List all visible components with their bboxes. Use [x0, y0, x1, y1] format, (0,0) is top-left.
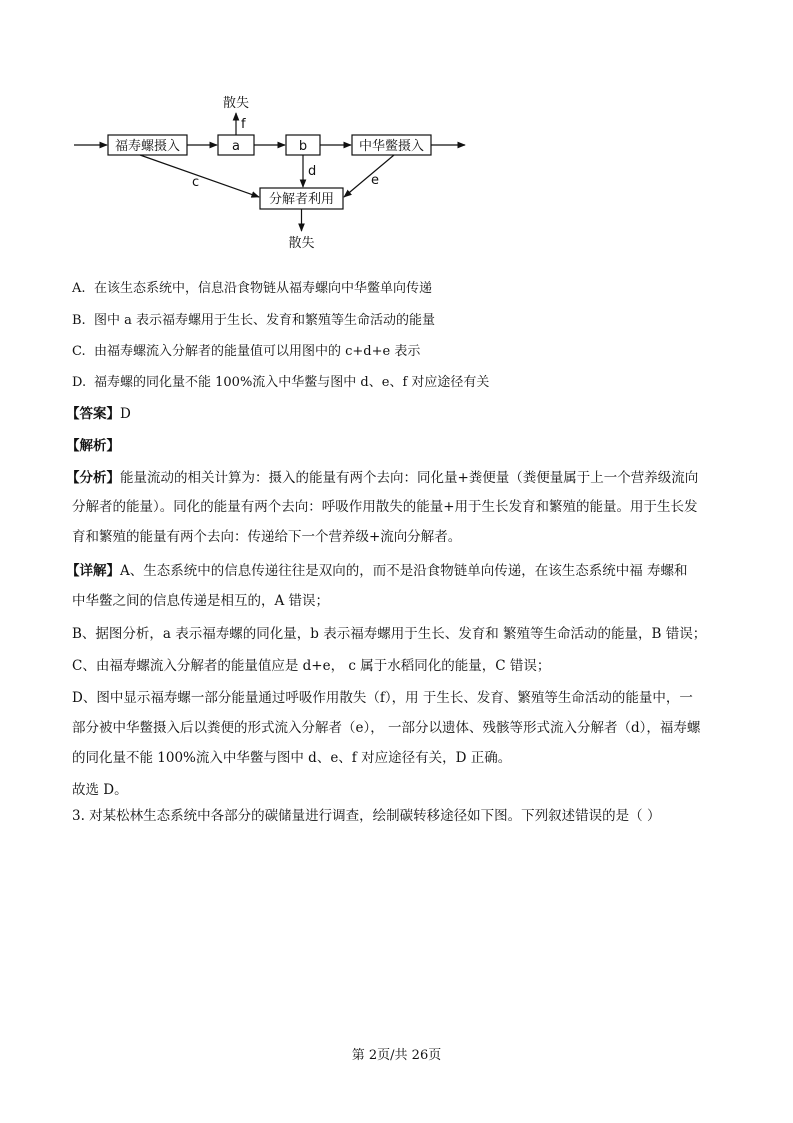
- conclusion-line: 故选 D。: [72, 782, 128, 798]
- edge-e-label: e: [371, 173, 379, 188]
- fenxi-text-1: 能量流动的相关计算为：摄入的能量有两个去向：同化量+粪便量（粪便量属于上一个营养级流向: [120, 470, 699, 486]
- next-question-line: 3. 对某松林生态系统中各部分的碳储量进行调查，绘制碳转移途径如下图。下列叙述错误的是（ ）: [72, 808, 661, 824]
- xiangjie-line-4: C、由福寿螺流入分解者的能量值应是 d+e， c 属于水稻同化的能量，C 错误；: [72, 658, 551, 674]
- xiangjie-text-1: A、生态系统中的信息传递往往是双向的，而不是沿食物链单向传递，在该生态系统中福 寿螺和: [120, 563, 688, 579]
- node-zhonghua-label: 中华鳖摄入: [358, 139, 425, 154]
- edge-d-label: d: [308, 164, 317, 179]
- option-a: [72, 279, 432, 299]
- option-b-text: 图中 a 表示福寿螺用于生长、发育和繁殖等生命活动的能量: [94, 313, 436, 328]
- xiangjie-line-3: B、据图分析，a 表示福寿螺的同化量，b 表示福寿螺用于生长、发育和 繁殖等生命活动的能量，B 错误；: [72, 626, 707, 642]
- answer-line: [66, 404, 131, 424]
- node-a-label: a: [232, 139, 240, 154]
- option-a-key: A.: [72, 281, 86, 296]
- xiangjie-line-5: D、图中显示福寿螺一部分能量通过呼吸作用散失（f），用 于生长、发育、繁殖等生命活动的能量中，一: [72, 690, 693, 706]
- option-c-text: 由福寿螺流入分解者的能量值可以用图中的 c+d+e 表示: [94, 344, 421, 359]
- node-sanshi-top: 散失: [222, 96, 250, 111]
- fenxi-line-3: 育和繁殖的能量有两个去向：传递给下一个营养级+流向分解者。: [72, 529, 462, 545]
- xiangjie-line-7: 的同化量不能 100%流入中华鳖与图中 d、e、f 对应途径有关，D 正确。: [72, 750, 512, 766]
- xiangjie-line-6: 部分被中华鳖摄入后以粪便的形式流入分解者（e）， 一部分以遗体、残骸等形式流入分解者（d），福寿螺: [72, 720, 701, 736]
- option-d: [72, 373, 489, 393]
- energy-flow-diagram: [60, 80, 480, 260]
- node-sanshi-bottom: 散失: [288, 236, 315, 251]
- node-fenjie-label: 分解者利用: [268, 192, 335, 207]
- option-a-text: 在该生态系统中，信息沿食物链从福寿螺向中华鳖单向传递: [94, 281, 433, 296]
- option-b: [72, 311, 435, 331]
- energy-flow-svg: [60, 80, 480, 260]
- edge-c-label: c: [192, 175, 200, 190]
- fenxi-line-1: [66, 468, 698, 488]
- page-footer: 第 2页/共 26页: [351, 1048, 442, 1063]
- arrow-e: [344, 155, 394, 197]
- xiangjie-tag: 【详解】: [66, 563, 120, 579]
- node-fushou-label: 福寿螺摄入: [114, 139, 181, 154]
- analysis-heading: 【解析】: [66, 438, 120, 454]
- xiangjie-line-2: 中华鳖之间的信息传递是相互的，A 错误；: [72, 593, 330, 609]
- xiangjie-line-1: [66, 561, 688, 581]
- answer-value: D: [120, 406, 131, 422]
- fenxi-line-2: 分解者的能量）。同化的能量有两个去向：呼吸作用散失的能量+用于生长发育和繁殖的能量。用于生长发: [72, 499, 698, 515]
- option-d-text: 福寿螺的同化量不能 100%流入中华鳖与图中 d、e、f 对应途径有关: [94, 375, 490, 390]
- option-c: [72, 342, 420, 362]
- answer-tag: 【答案】: [66, 406, 120, 422]
- option-d-key: D.: [72, 375, 87, 390]
- option-c-key: C.: [72, 344, 86, 359]
- option-b-key: B.: [72, 313, 86, 328]
- arrow-c: [140, 155, 259, 197]
- fenxi-tag: 【分析】: [66, 470, 120, 486]
- edge-f-label: f: [241, 117, 246, 132]
- node-b-label: b: [298, 139, 308, 154]
